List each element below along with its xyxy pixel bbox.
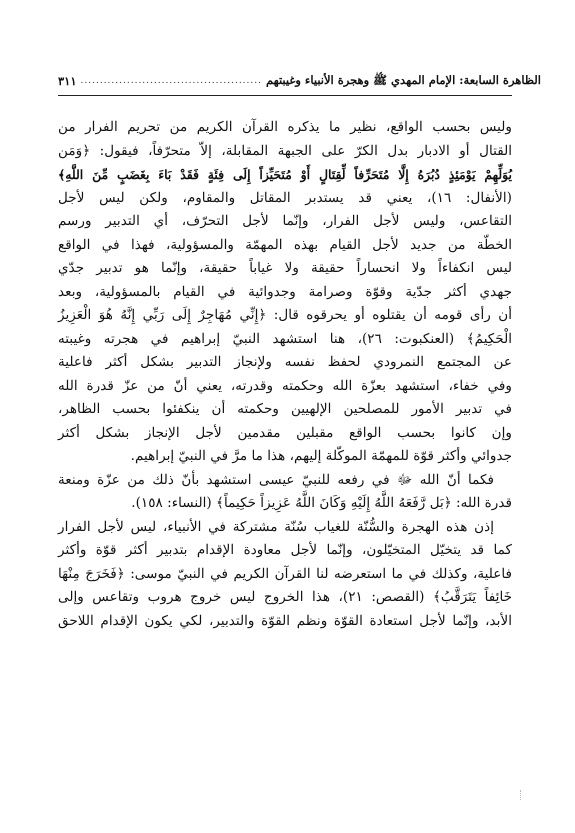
page-number: ٣١١: [58, 74, 77, 88]
header-title: الظاهرة السابعة: الإمام المهدي ﷺ وهجرة الأنبياء وغيبتهم: [266, 72, 541, 87]
text-line: جدوائي وأكثر قوّة للمهمّة الموكّلة إليهم، هذا ما مرَّ في النبيّ إبراهيم.: [130, 448, 512, 464]
header-rule: [58, 95, 512, 96]
text-line: التقاعس، وليس لأجل الفرار، وإنّما لأجل التحرّف، أي التدبير ورسم: [58, 213, 512, 229]
text-line: كما قد يتخيّل المتخيّلون، وإنّما لأجل معاودة الإقدام بتدبير أكثر قوّة وأكثر: [58, 542, 512, 558]
text-line: وفي خفاء، استشهد بعزّة الله وحكمته وقدرته، يعني أنّ من عزّ قدرة الله: [58, 377, 512, 394]
text-line: في تدبير الأمور للمصلحين الإلهيين وحكمته أن ينكفئوا بحسب الظاهر،: [58, 401, 512, 417]
text-line: عن المجتمع النمرودي لحفظ نفسه ولإنجاز التدبير بشكل أكثر فاعلية: [58, 354, 512, 370]
text-line: يُوَلِّهِمْ يَوْمَئِذٍ دُبُرَهُ إِلَّا مُتَحَرِّفاً لِّقِتَالٍ أَوْ مُتَحَيِّزاً إِلَى فِئَةٍ فَقَدْ بَاءَ بِغَضَبٍ مِّنَ اللَّهِ﴾: [58, 167, 512, 182]
text-line: وإن كانوا بحسب الواقع مقبلين مقدمين لأجل الإنجاز بشكل أكثر: [58, 424, 512, 441]
scan-margin-mark: [520, 790, 523, 800]
text-line: ليس انكفاءاً ولا انحساراً حقيقة ولا غياباً حقيقة، وإنّما هو تدبير جدّي: [58, 260, 512, 276]
text-line: خَائِفاً يَتَرَقَّبُ﴾ (القصص: ٢١)، هذا الخروج ليس خروج هروب وتقاعس وإلى: [58, 589, 512, 605]
text-line: الخطّة من جديد لأجل القيام بهذه المهمّة والمسؤولية، فهذا في الواقع: [58, 236, 512, 253]
header-leader-dots: ...............................................: [80, 76, 262, 86]
text-line: الأبد، وإنّما لأجل استعادة القوّة ونظم القوّة والتدبير، لكي يكون الإقدام اللاحق: [58, 612, 512, 629]
text-line: وليس بحسب الواقع، نظير ما يذكره القرآن الكريم من تحريم الفرار من: [58, 119, 512, 135]
text-line: فاعلية، وكذلك في ما استعرضه لنا القرآن الكريم في النبيّ موسى: ﴿فَخَرَجَ مِنْهَا: [58, 565, 512, 582]
text-line: جهدي أكثر جدّية وقوّة وصرامة وجدوائية في القيام بالمسؤولية، وبعد: [58, 283, 512, 300]
text-line: القتال أو الادبار بدل الكرّ على الجبهة المقابلة، إلاّ متحرّفاً، فيقول: ﴿وَمَن: [58, 142, 512, 159]
text-line: قدرة الله: ﴿بَل رَّفَعَهُ اللَّهُ إِلَيْهِ وَكَانَ اللَّهُ عَزِيزاً حَكِيماً﴾ (النساء: ١٥٨).: [131, 495, 512, 511]
text-line: إذن هذه الهجرة والسُّنّة للغياب سُنّة مشتركة في الأنبياء، ليس لأجل الفرار: [58, 518, 494, 535]
main-text: [58, 116, 512, 633]
running-header: [58, 70, 541, 92]
text-line: فكما أنّ الله ﷻ في رفعه للنبيّ عيسى استشهد بأنّ ذلك من عزّة ومنعة: [58, 471, 494, 488]
text-line: الْحَكِيمُ﴾ (العنكبوت: ٢٦)، هنا استشهد النبيّ إبراهيم في هجرته وغيبته: [58, 330, 512, 347]
text-line: (الأنفال: ١٦)، يعني قد يستدبر المقاتل والمقاوم، ولكن ليس لأجل: [58, 189, 512, 206]
text-line: أن رأى قومه أن يقتلوه أو يحرقوه قال: ﴿إِنِّي مُهَاجِرٌ إِلَى رَبِّي إِنَّهُ هُوَ الْعَزِيزُ: [58, 307, 512, 323]
